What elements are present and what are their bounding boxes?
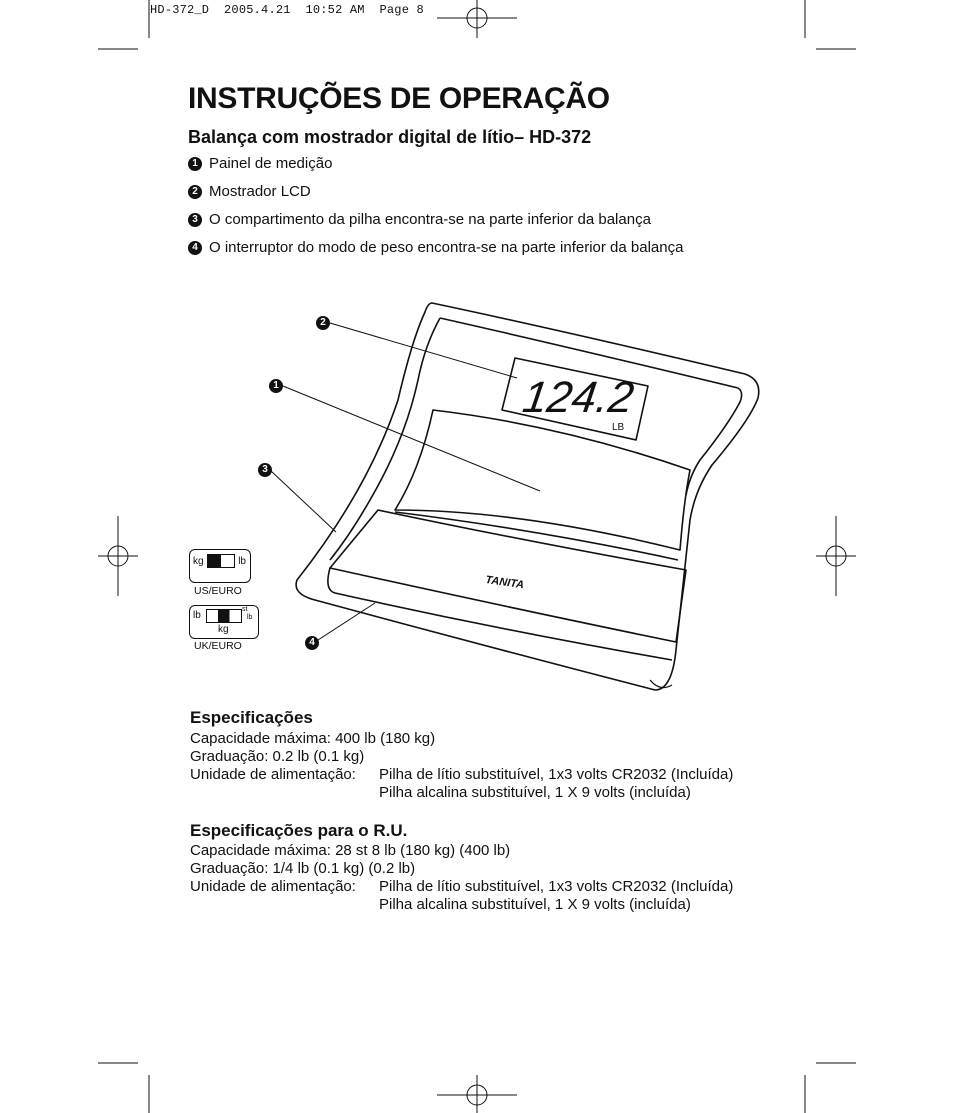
- list-item-text: O interruptor do modo de peso encontra-se na parte inferior da balança: [209, 239, 684, 256]
- switch-uk-lb: lb: [247, 614, 253, 621]
- number-badge-icon: 4: [188, 241, 202, 255]
- slug-file: HD-372_D: [150, 3, 210, 17]
- switch-uk-euro: [189, 605, 259, 639]
- slug-page-label: Page: [379, 3, 410, 17]
- number-badge-icon: 3: [188, 213, 202, 227]
- switch-slider-icon: [206, 609, 242, 623]
- number-badge-icon: 2: [188, 185, 202, 199]
- switch-uk-bottom: kg: [218, 624, 229, 635]
- slug-page-number: 8: [416, 3, 424, 17]
- page-title: INSTRUÇÕES DE OPERAÇÃO: [188, 82, 610, 115]
- switch-uk-caption: UK/EURO: [194, 640, 242, 652]
- measurement-panel: [395, 410, 690, 550]
- switch-us-euro: [189, 549, 251, 583]
- switch-uk-st: st: [242, 606, 248, 613]
- list-item-text: Painel de medição: [209, 155, 333, 172]
- slug-date: 2005.4.21: [224, 3, 291, 17]
- specs-power-1: Pilha de lítio substituível, 1x3 volts CR2032 (Incluída): [379, 766, 734, 783]
- list-item-text: O compartimento da pilha encontra-se na parte inferior da balança: [209, 211, 651, 228]
- page-subtitle: Balança com mostrador digital de lítio– HD-372: [188, 127, 592, 147]
- callout-badge-icon: 3: [258, 463, 272, 477]
- specs-uk-graduation: Graduação: 1/4 lb (0.1 kg) (0.2 lb): [190, 860, 416, 877]
- list-item-text: Mostrador LCD: [209, 183, 311, 200]
- switch-us-right: lb: [238, 556, 246, 567]
- brand-logo: TANITA: [484, 574, 525, 592]
- scale-front-bezel: [330, 510, 686, 642]
- specs-power-2: Pilha alcalina substituível, 1 X 9 volts (incluída): [379, 784, 691, 801]
- specs-uk-title: Especificações para o R.U.: [190, 821, 408, 840]
- specs-uk-power-1: Pilha de lítio substituível, 1x3 volts CR2032 (Incluída): [379, 878, 734, 895]
- lcd-value: 124.2: [519, 373, 637, 422]
- specs-title: Especificações: [190, 708, 313, 727]
- specs-uk-power-label: Unidade de alimentação:: [190, 878, 356, 895]
- specs-uk-power-2: Pilha alcalina substituível, 1 X 9 volts (incluída): [379, 896, 691, 913]
- specs-capacity: Capacidade máxima: 400 lb (180 kg): [190, 730, 436, 747]
- switch-uk-left: lb: [193, 610, 201, 621]
- specs-uk-capacity: Capacidade máxima: 28 st 8 lb (180 kg) (400 lb): [190, 842, 511, 859]
- slug-time: 10:52 AM: [305, 3, 365, 17]
- switch-us-caption: US/EURO: [194, 585, 242, 597]
- switch-slider-icon: [207, 554, 235, 568]
- callout-badge-icon: 1: [269, 379, 283, 393]
- number-badge-icon: 1: [188, 157, 202, 171]
- callout-badge-icon: 2: [316, 316, 330, 330]
- callout-badge-icon: 4: [305, 636, 319, 650]
- specs-graduation: Graduação: 0.2 lb (0.1 kg): [190, 748, 365, 765]
- switch-us-left: kg: [193, 556, 204, 567]
- lcd-unit: LB: [612, 422, 625, 433]
- specs-power-label: Unidade de alimentação:: [190, 766, 356, 783]
